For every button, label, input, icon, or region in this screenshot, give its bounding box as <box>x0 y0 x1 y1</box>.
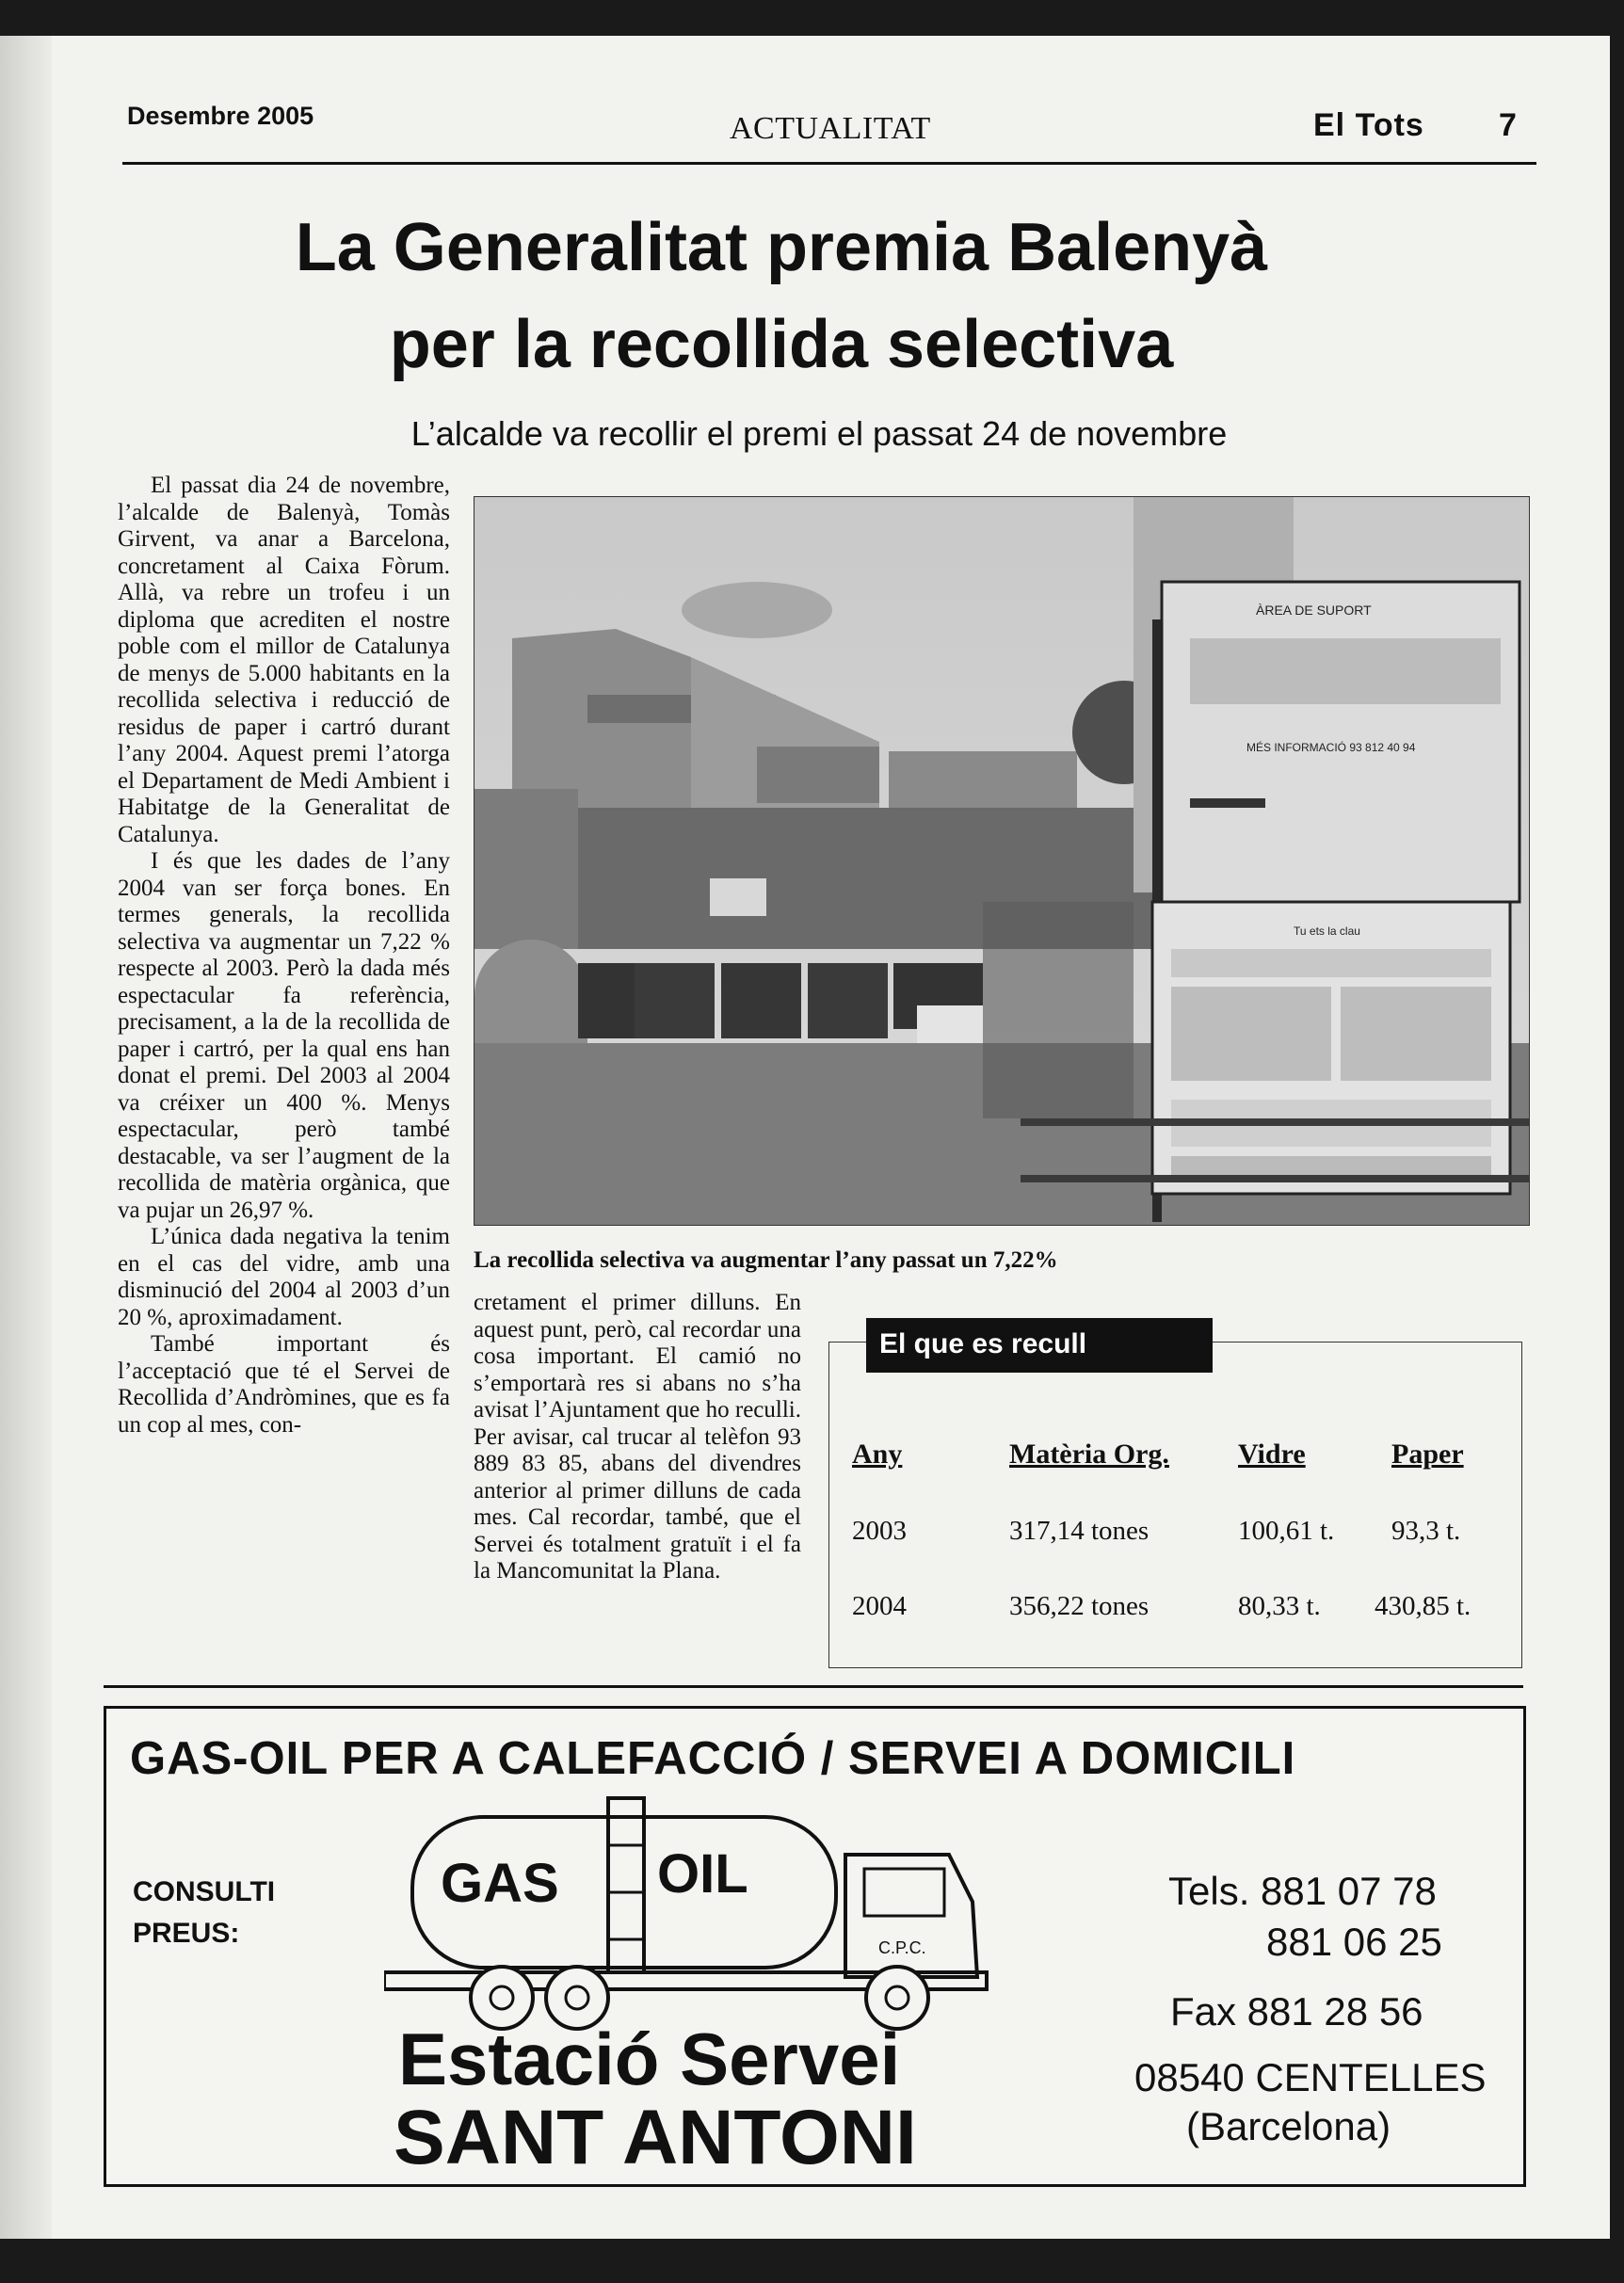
table-heading: El que es recull <box>866 1318 1213 1373</box>
ad-preus: PREUS: <box>133 1918 240 1949</box>
ad-phone-1: Tels. 881 07 78 <box>1168 1869 1437 1913</box>
table-header-materia-organica: Matèria Org. <box>1009 1439 1169 1470</box>
article-column-2 <box>474 1290 801 1585</box>
truck-label-gas: GAS <box>441 1853 559 1914</box>
table-cell: 430,85 t. <box>1375 1591 1471 1621</box>
page-spine <box>0 36 52 2239</box>
page-number: 7 <box>1499 107 1517 143</box>
issue-date: Desembre 2005 <box>127 102 314 130</box>
truck-door-label: C.P.C. <box>878 1938 926 1957</box>
truck-label-oil: OIL <box>657 1843 748 1905</box>
table-header-vidre: Vidre <box>1238 1439 1306 1470</box>
section-name: ACTUALITAT <box>730 111 931 146</box>
gasoil-advertisement <box>104 1706 1526 2187</box>
article-column-1 <box>118 473 450 1439</box>
photo-sign-text: ÀREA DE SUPORT <box>1256 603 1372 618</box>
ad-phone-2: 881 06 25 <box>1266 1920 1442 1964</box>
photo-sign-text: Tu ets la clau <box>1294 924 1360 938</box>
article-title-line1: La Generalitat premia Balenyà <box>295 210 1268 285</box>
table-cell: 2004 <box>852 1591 907 1621</box>
paragraph: L’única dada negativa la tenim en el cas del vidre, amb una disminució del 2004 al 2003 d’un 20 %, aproximadament. <box>118 1224 450 1330</box>
photo-sign-text: MÉS INFORMACIÓ 93 812 40 94 <box>1246 741 1416 754</box>
ad-separator <box>104 1685 1523 1688</box>
article-subtitle: L’alcalde va recollir el premi el passat 24 de novembre <box>410 414 1228 453</box>
table-cell: 80,33 t. <box>1238 1591 1321 1621</box>
header-rule <box>122 162 1536 165</box>
table-cell: 356,22 tones <box>1009 1591 1150 1621</box>
paragraph: cretament el primer dilluns. En aquest punt, però, cal recordar una cosa important. El camió no s’emportarà res si abans no s’ha avisat l’Ajuntament que ho reculli. Per avisar, cal trucar al telèfon 93 889 83 85, abans del divendres anterior al primer dilluns de cada mes. Cal recordar, també, que el Servei és totalment gratuït i el fa la Mancomunitat la Plana. <box>474 1290 801 1584</box>
publication-name: El Tots <box>1313 107 1424 143</box>
table-cell: 93,3 t. <box>1391 1516 1461 1546</box>
paragraph: També important és l’acceptació que té el Servei de Recollida d’Andròmines, que es fa un cop al mes, con- <box>118 1331 450 1438</box>
article-photo <box>474 496 1530 1226</box>
ad-consulti: CONSULTI <box>133 1876 276 1907</box>
ad-brand-line1: Estació Servei <box>398 2018 901 2100</box>
recycling-area-photo <box>474 497 1529 1225</box>
article-title-line2: per la recollida selectiva <box>389 307 1174 382</box>
ad-brand-line2: SANT ANTONI <box>394 2095 917 2180</box>
table-header-paper: Paper <box>1391 1439 1464 1470</box>
ad-region: (Barcelona) <box>1186 2104 1391 2148</box>
ad-city: 08540 CENTELLES <box>1134 2055 1487 2099</box>
table-cell: 100,61 t. <box>1238 1516 1335 1546</box>
table-cell: 317,14 tones <box>1009 1516 1150 1546</box>
paragraph: I és que les dades de l’any 2004 van ser força bones. En termes generals, la recollida selectiva va augmentar un 7,22 % respecte al 2003. Però la dada més espectacular fa referència, precisament, a la de la recollida de paper i cartró, per la qual ens han donat el premi. Del 2003 al 2004 va créixer un 400 %. Menys espectacular, però també destacable, va ser l’augment de la recollida de matèria orgànica, que va pujar un 26,97 %. <box>118 848 450 1223</box>
ad-headline: GAS-OIL PER A CALEFACCIÓ / SERVEI A DOMICILI <box>130 1733 1296 1784</box>
tanker-truck-icon <box>384 1789 1062 2034</box>
paragraph: El passat dia 24 de novembre, l’alcalde de Balenyà, Tomàs Girvent, va anar a Barcelona, concretament al Caixa Fòrum. Allà, va rebre un trofeu i un diploma que acrediten el nostre poble com el millor de Catalunya de menys de 5.000 habitants en la recollida selectiva i reducció de residus de paper i cartró durant l’any 2004. Aquest premi l’atorga el Departament de Medi Ambient i Habitatge de la Generalitat de Catalunya. <box>118 473 450 847</box>
table-header-any: Any <box>852 1439 903 1470</box>
photo-caption: La recollida selectiva va augmentar l’any passat un 7,22% <box>474 1247 1058 1273</box>
table-cell: 2003 <box>852 1516 907 1546</box>
ad-fax: Fax 881 28 56 <box>1170 1989 1423 2034</box>
